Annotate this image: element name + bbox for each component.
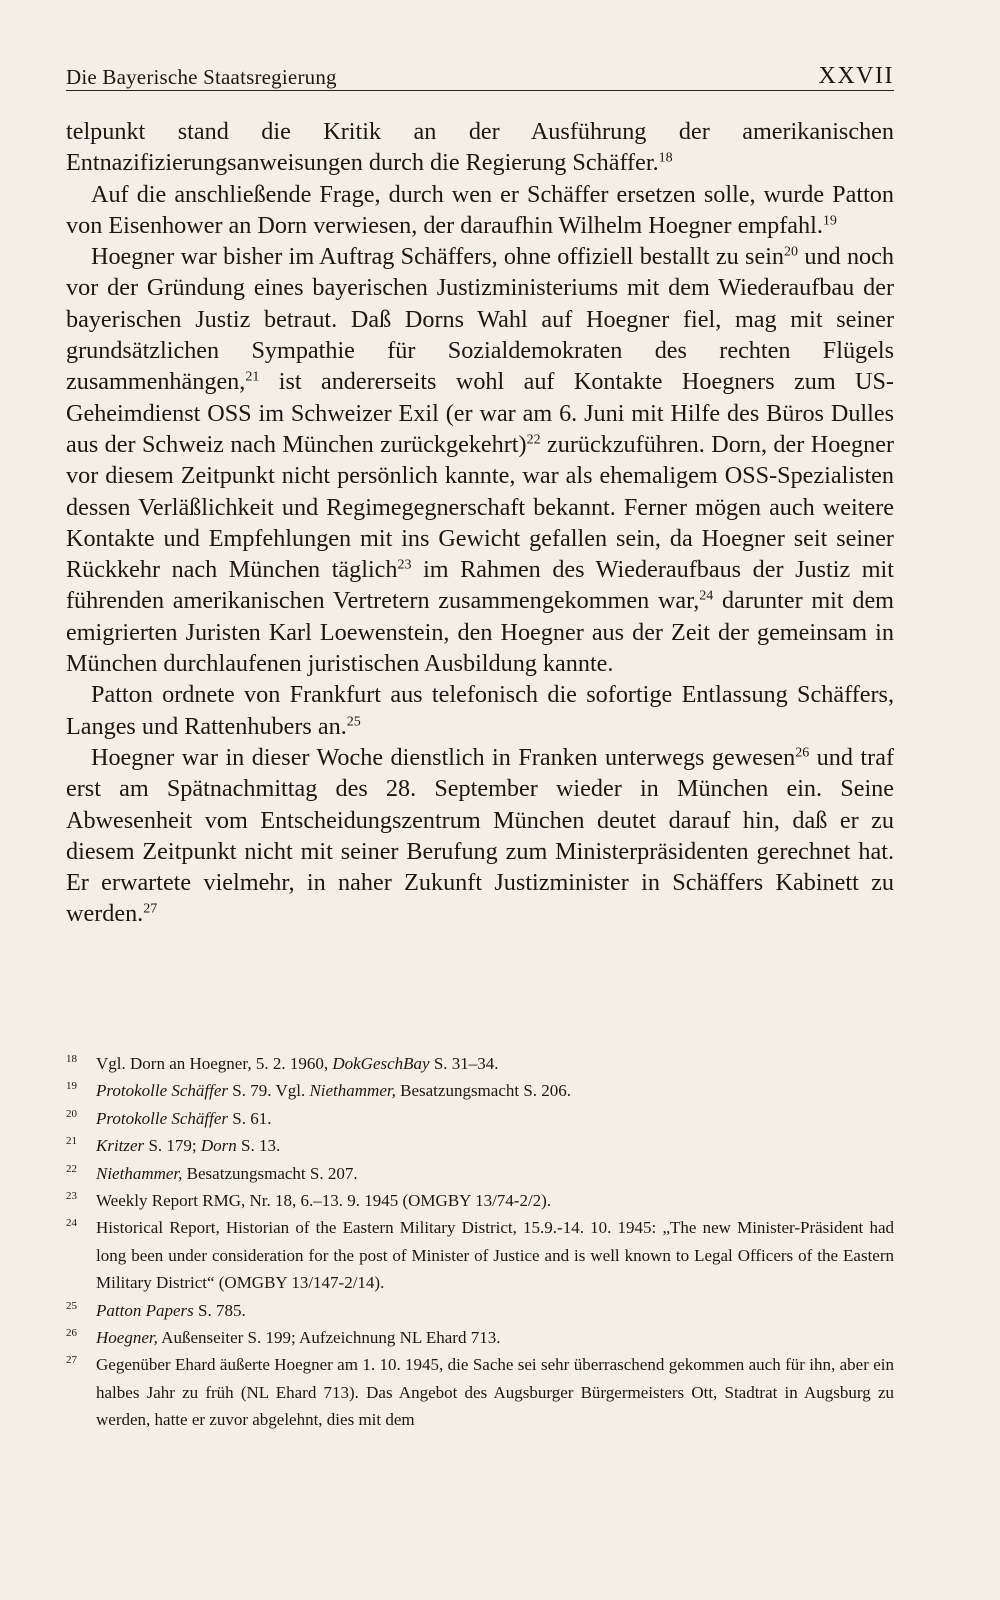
- footnote-ref: 22: [526, 431, 541, 448]
- footnote-ref: 27: [143, 900, 158, 917]
- footnote-text: Außenseiter S. 199; Aufzeichnung NL Ehard 713.: [157, 1328, 501, 1348]
- footnote-number: 21: [66, 1135, 77, 1148]
- footnote-ref: 26: [795, 744, 810, 761]
- footnote-ref: 23: [397, 556, 412, 573]
- footnote-ref: 21: [245, 368, 260, 385]
- text-run: telpunkt stand die Kritik an der Ausführung der amerikanischen Entnazifizierungsanweisungen durch die Regierung Schäffer.: [66, 118, 894, 177]
- footnote-number: 25: [66, 1299, 77, 1312]
- footnote: [66, 1077, 894, 1104]
- paragraph: [66, 116, 894, 179]
- text-run: zurückzuführen. Dorn, der Hoegner vor diesem Zeitpunkt nicht persönlich kannte, war als ehemaligem OSS-Spezialisten dessen Verläßlichkeit und Regimegegnerschaft bekannt. Ferner mögen auch weitere Kontakte und Empfehlungen mit ins Gewicht gefallen sein, da Hoegner seit seiner Rückkehr nach München täglich: [66, 430, 894, 584]
- text-run: und traf erst am Spätnachmittag des 28. September wieder in München ein. Seine Abwesenheit vom Entscheidungszentrum München deutet darauf hin, daß er zu diesem Zeitpunkt nicht mit seiner Berufung zum Ministerpräsidenten gerechnet hat. Er erwartete vielmehr, in naher Zukunft Justizminister in Schäffers Kabinett zu werden.: [66, 743, 894, 928]
- footnote-text: Protokolle Schäffer: [96, 1081, 229, 1101]
- footnote-number: 18: [66, 1053, 77, 1065]
- footnote-text: S. 31–34.: [429, 1054, 499, 1073]
- footnote-text: S. 61.: [228, 1108, 272, 1128]
- text-run: und noch vor der Gründung eines bayerischen Justizministeriums mit dem Wiederaufbau der bayerischen Justiz betraut. Daß Dorns Wahl auf Hoegner fiel, mag mit seiner grundsätzlichen Sympathie für Sozialdemokraten des rechten Flügels zusammenhängen,: [66, 243, 894, 396]
- footnote: [66, 1132, 894, 1159]
- footnote-text: Weekly Report RMG, Nr. 18, 6.–13. 9. 1945 (OMGBY 13/74-2/2).: [96, 1191, 552, 1211]
- paragraph: [66, 241, 894, 679]
- footnote: [66, 1105, 894, 1132]
- footnote-number: 22: [66, 1162, 77, 1175]
- footnote: [66, 1187, 894, 1214]
- paragraph: [66, 179, 894, 242]
- footnote-text: Dorn: [200, 1136, 237, 1156]
- footnote-text: Vgl. Dorn an Hoegner, 5. 2. 1960,: [96, 1054, 333, 1073]
- footnote: [66, 1351, 894, 1433]
- footnote: [66, 1324, 894, 1351]
- footnote-number: 23: [66, 1190, 77, 1203]
- footnote-text: DokGeschBay: [332, 1054, 430, 1073]
- footnote-number: 20: [66, 1107, 77, 1120]
- footnote-text: S. 785.: [193, 1300, 246, 1320]
- footnote-text: Besatzungsmacht S. 207.: [182, 1163, 358, 1183]
- footnote-text: Niethammer,: [309, 1081, 396, 1101]
- footnote-ref: 24: [699, 587, 714, 604]
- footnote-text: Niethammer,: [96, 1163, 183, 1183]
- footnote-number: 27: [66, 1354, 77, 1367]
- footnote-number: 24: [66, 1217, 77, 1230]
- text-run: Auf die anschließende Frage, durch wen er Schäffer ersetzen solle, wurde Patton von Eisenhower an Dorn verwiesen, der daraufhin Wilhelm Hoegner empfahl.: [66, 180, 894, 239]
- text-run: Hoegner war in dieser Woche dienstlich in Franken unterwegs gewesen: [91, 743, 796, 771]
- paragraph: [66, 742, 894, 930]
- text-run: Hoegner war bisher im Auftrag Schäffers, ohne offiziell bestallt zu sein: [91, 243, 785, 271]
- page-number: XXVII: [818, 63, 894, 89]
- footnote-text: Hoegner,: [96, 1328, 158, 1348]
- footnote-number: 19: [66, 1080, 77, 1093]
- footnote: [66, 1214, 894, 1296]
- footnote-text: S. 13.: [236, 1136, 281, 1156]
- footnote-text: Kritzer: [96, 1136, 145, 1156]
- main-text: [66, 116, 894, 930]
- text-run: ist andererseits wohl auf Kontakte Hoegners zum US-Geheimdienst OSS im Schweizer Exil (er war am 6. Juni mit Hilfe des Büros Dulles aus der Schweiz nach München zurückgekehrt): [66, 368, 894, 458]
- footnote-ref: 18: [658, 149, 673, 166]
- footnote-text: Patton Papers: [96, 1300, 194, 1320]
- running-head: [66, 56, 894, 90]
- footnote: [66, 1297, 894, 1324]
- footnote-text: Besatzungsmacht S. 206.: [395, 1081, 572, 1101]
- footnote-text: S. 179;: [144, 1136, 201, 1156]
- footnote: [66, 1050, 894, 1077]
- footnote-text: Gegenüber Ehard äußerte Hoegner am 1. 10. 1945, die Sache sei sehr überraschend gekommen auch für ihn, aber ein halbes Jahr zu früh (NL Ehard 713). Das Angebot des Augsburger Bürgermeisters Ott, Stadtrat in Augsburg zu werden, hatte er zuvor abgelehnt, dies mit dem: [96, 1355, 894, 1430]
- footnote-number: 26: [66, 1327, 77, 1340]
- footnote-ref: 19: [822, 212, 837, 229]
- paragraph: [66, 679, 894, 742]
- header-rule: [66, 90, 894, 91]
- text-run: Patton ordnete von Frankfurt aus telefonisch die sofortige Entlassung Schäffers, Langes und Rattenhubers an.: [66, 681, 894, 740]
- running-title: Die Bayerische Staatsregierung: [66, 65, 337, 89]
- text-run: im Rahmen des Wiederaufbaus der Justiz mit führenden amerikanischen Vertretern zusammengekommen war,: [66, 556, 894, 615]
- footnote-text: S. 79. Vgl.: [228, 1081, 310, 1101]
- footnote-text: Historical Report, Historian of the Eastern Military District, 15.9.-14. 10. 1945: „The new Minister-Präsident had long been under consideration for the post of Minister of Justice and is well known to Legal Officers of the Eastern Military District“ (OMGBY 13/147-2/14).: [96, 1218, 894, 1293]
- text-run: darunter mit dem emigrierten Juristen Karl Loewenstein, den Hoegner aus der Zeit der gemeinsam in München durchlaufenen juristischen Ausbildung kannte.: [66, 587, 894, 678]
- footnote-text: Protokolle Schäffer: [96, 1108, 229, 1128]
- footnote-ref: 25: [346, 712, 361, 729]
- footnotes: [66, 1050, 894, 1434]
- footnote-ref: 20: [784, 243, 799, 260]
- footnote: [66, 1160, 894, 1187]
